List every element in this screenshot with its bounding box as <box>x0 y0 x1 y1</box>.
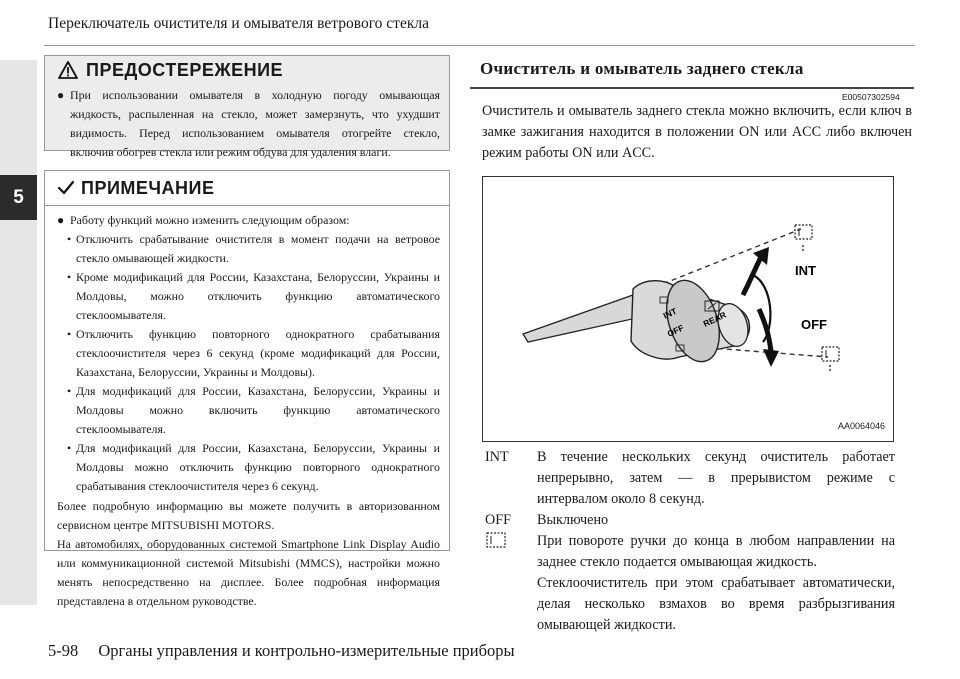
section-code: E00507302594 <box>842 92 900 102</box>
warning-header <box>45 56 449 84</box>
section-rule <box>470 87 914 89</box>
section-intro: Очиститель и омыватель заднего стекла можно включить, если ключ в замке зажигания находится в положении ON или ACC либо включен режим работы ON или ACC. <box>482 103 912 161</box>
section-title: Очиститель и омыватель заднего стекла <box>480 59 804 78</box>
definition-row <box>485 531 895 573</box>
page-number: 5-98 <box>48 641 79 660</box>
definition-text: В течение нескольких секунд очиститель работает непрерывно, затем — в прерывистом режиме с интервалом около 8 секунд. <box>537 449 895 507</box>
chapter-title: Органы управления и контрольно-измерительные приборы <box>98 641 515 660</box>
note-title: ПРИМЕЧАНИЕ <box>81 177 215 198</box>
note-box <box>44 170 450 608</box>
definition-term: INT <box>485 449 509 465</box>
knob-label-rear: REAR <box>701 309 728 329</box>
guide-line-int <box>655 229 801 287</box>
note-subitem: • Для модификаций для России, Казахстана, Белоруссии, Украины и Молдовы можно отключить функцию повторного однократного срабатывания стеклоочистителя через 6 секунд. <box>67 441 440 493</box>
knob-label-int: INT <box>661 305 679 321</box>
lever-stalk <box>523 295 641 342</box>
knob-label-off: OFF <box>665 322 686 339</box>
position-label-int: INT <box>795 263 816 278</box>
page-footer <box>48 641 515 661</box>
side-strip <box>0 60 37 605</box>
definition-text: Выключено <box>537 512 609 528</box>
position-label-off: OFF <box>801 317 827 332</box>
definition-row <box>485 573 895 636</box>
washer-icon <box>485 531 507 549</box>
rotation-arc <box>753 275 770 342</box>
warning-text: При использовании омывателя в холодную погоду омывающая жидкость, распыленная на стекло, может замерзнуть, что ухудшит видимость. Перед использованием омывателя отогрейте стекло, включив обогрев стекла или режим обдува для удаления влаги. <box>70 88 440 159</box>
note-paragraph: Более подробную информацию вы можете получить в авторизованном сервисном центре MITSUBISHI MOTORS. <box>57 499 440 532</box>
definition-row <box>485 510 895 531</box>
note-lead: ● Работу функций можно изменить следующим образом: <box>57 211 440 230</box>
washer-description-2: Стеклоочиститель при этом срабатывает автоматически, делая несколько взмахов во время разбрызгивания омывающей жидкости. <box>537 575 895 633</box>
warning-title: ПРЕДОСТЕРЕЖЕНИЕ <box>86 59 284 80</box>
note-subitem: • Отключить функцию повторного однократного срабатывания стеклоочистителя через 6 секунд (кроме модификаций для России, Казахстана, Белоруссии, Украины и Молдовы). <box>67 327 440 379</box>
wiper-lever-figure <box>482 176 894 442</box>
bullet-icon: ● <box>57 213 65 227</box>
washer-description: При повороте ручки до конца в любом направлении на заднее стекло подается омывающая жидкость. <box>537 533 895 570</box>
chapter-tab: 5 <box>0 175 37 220</box>
definition-term: OFF <box>485 512 512 528</box>
note-subitem: • Кроме модификаций для России, Казахстана, Белоруссии, Украины и Молдовы, можно отключить функцию автоматического стеклоомывателя. <box>67 270 440 322</box>
washer-spray-icon-top <box>795 225 812 239</box>
header-rule <box>44 45 915 46</box>
definition-row <box>485 447 895 510</box>
figure-code: AA0064046 <box>837 421 885 431</box>
page-header: Переключатель очистителя и омывателя ветрового стекла <box>48 15 429 32</box>
note-paragraph: На автомобилях, оборудованных системой Smartphone Link Display Audio или коммуникационной системой Mitsubishi (MMCS), настройки можно менять непосредственно на дисплее. Более подробная информация представлена в отдельном руководстве. <box>57 537 440 608</box>
bullet-icon: ● <box>57 88 65 102</box>
arrow-down-head <box>763 349 779 367</box>
pencil-check-icon <box>57 179 75 197</box>
washer-spray-icon-bottom <box>822 347 839 361</box>
warning-box <box>44 55 450 159</box>
warning-item <box>57 86 440 162</box>
note-subitem: • Отключить срабатывание очистителя в момент подачи на ветровое стекло омывающей жидкости. <box>67 232 440 265</box>
note-subitem: • Для модификаций для России, Казахстана, Белоруссии, Украины и Молдовы можно включить функцию автоматического стеклоомывателя. <box>67 384 440 436</box>
note-header <box>45 171 449 206</box>
wiper-lever-illustration <box>483 177 893 441</box>
arrow-up <box>743 257 761 295</box>
warning-triangle-icon <box>58 61 78 79</box>
definitions-list <box>485 447 895 636</box>
